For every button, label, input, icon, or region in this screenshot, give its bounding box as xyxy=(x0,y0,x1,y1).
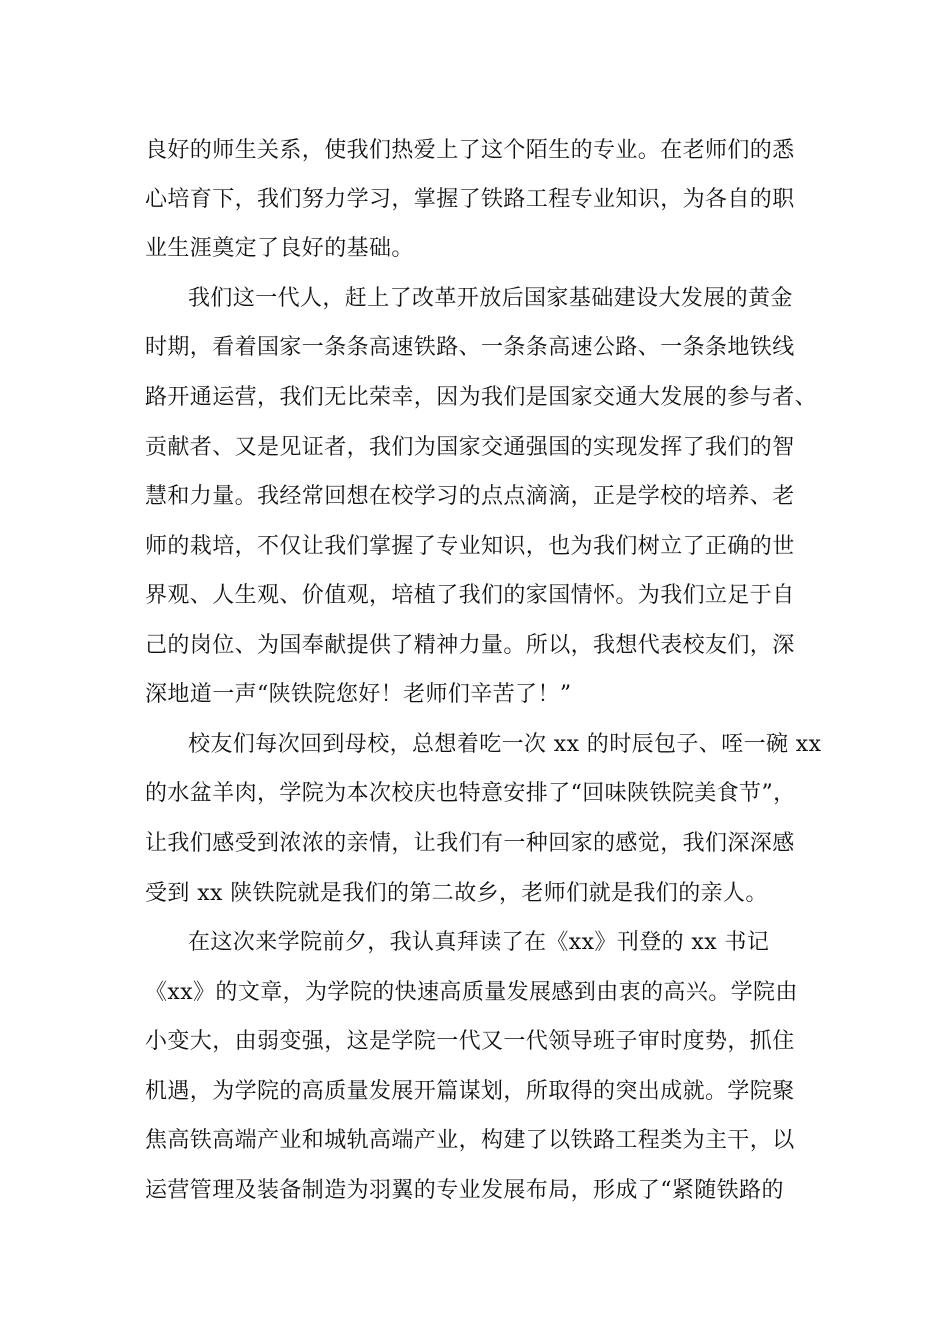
text-line: 小变大，由弱变强，这是学院一代又一代领导班子审时度势，抓住 xyxy=(145,1029,795,1054)
text-line: 焦高铁高端产业和城轨高端产业，构建了以铁路工程类为主干，以 xyxy=(145,1128,795,1153)
paragraph-start-line: 我们这一代人，赶上了改革开放后国家基础建设大发展的黄金 xyxy=(188,286,793,311)
text-line: 良好的师生关系，使我们热爱上了这个陌生的专业。在老师们的悉 xyxy=(145,138,795,163)
text-line: 受到 xx 陕铁院就是我们的第二故乡，老师们就是我们的亲人。 xyxy=(145,881,768,906)
paragraph-start-line: 在这次来学院前夕，我认真拜读了在《xx》刊登的 xx 书记 xyxy=(188,930,770,955)
text-line: 贡献者、又是见证者，我们为国家交通强国的实现发挥了我们的智 xyxy=(145,435,795,460)
paragraph-start-line: 校友们每次回到母校，总想着吃一次 xx 的时辰包子、咥一碗 xx xyxy=(188,732,822,757)
text-line: 的水盆羊肉，学院为本次校庆也特意安排了“回味陕铁院美食节”， xyxy=(145,781,796,806)
text-line: 业生涯奠定了良好的基础。 xyxy=(145,236,414,261)
text-line: 机遇，为学院的高质量发展开篇谋划，所取得的突出成就。学院聚 xyxy=(145,1079,795,1104)
text-line: 路开通运营，我们无比荣幸，因为我们是国家交通大发展的参与者、 xyxy=(145,385,818,410)
text-line: 运营管理及装备制造为羽翼的专业发展布局，形成了“紧随铁路的 xyxy=(145,1178,784,1203)
text-line: 《xx》的文章，为学院的快速高质量发展感到由衷的高兴。学院由 xyxy=(145,980,798,1005)
text-line: 心培育下，我们努力学习，掌握了铁路工程专业知识，为各自的职 xyxy=(145,187,795,212)
text-line: 时期，看着国家一条条高速铁路、一条条高速公路、一条条地铁线 xyxy=(145,335,795,360)
text-line: 让我们感受到浓浓的亲情，让我们有一种回家的感觉，我们深深感 xyxy=(145,831,795,856)
text-line: 慧和力量。我经常回想在校学习的点点滴滴，正是学校的培养、老 xyxy=(145,484,795,509)
text-line: 界观、人生观、价值观，培植了我们的家国情怀。为我们立足于自 xyxy=(145,583,795,608)
text-line: 己的岗位、为国奉献提供了精神力量。所以，我想代表校友们，深 xyxy=(145,633,795,658)
text-line: 师的栽培，不仅让我们掌握了专业知识，也为我们树立了正确的世 xyxy=(145,534,795,559)
text-line: 深地道一声“陕铁院您好！老师们辛苦了！” xyxy=(145,682,572,707)
